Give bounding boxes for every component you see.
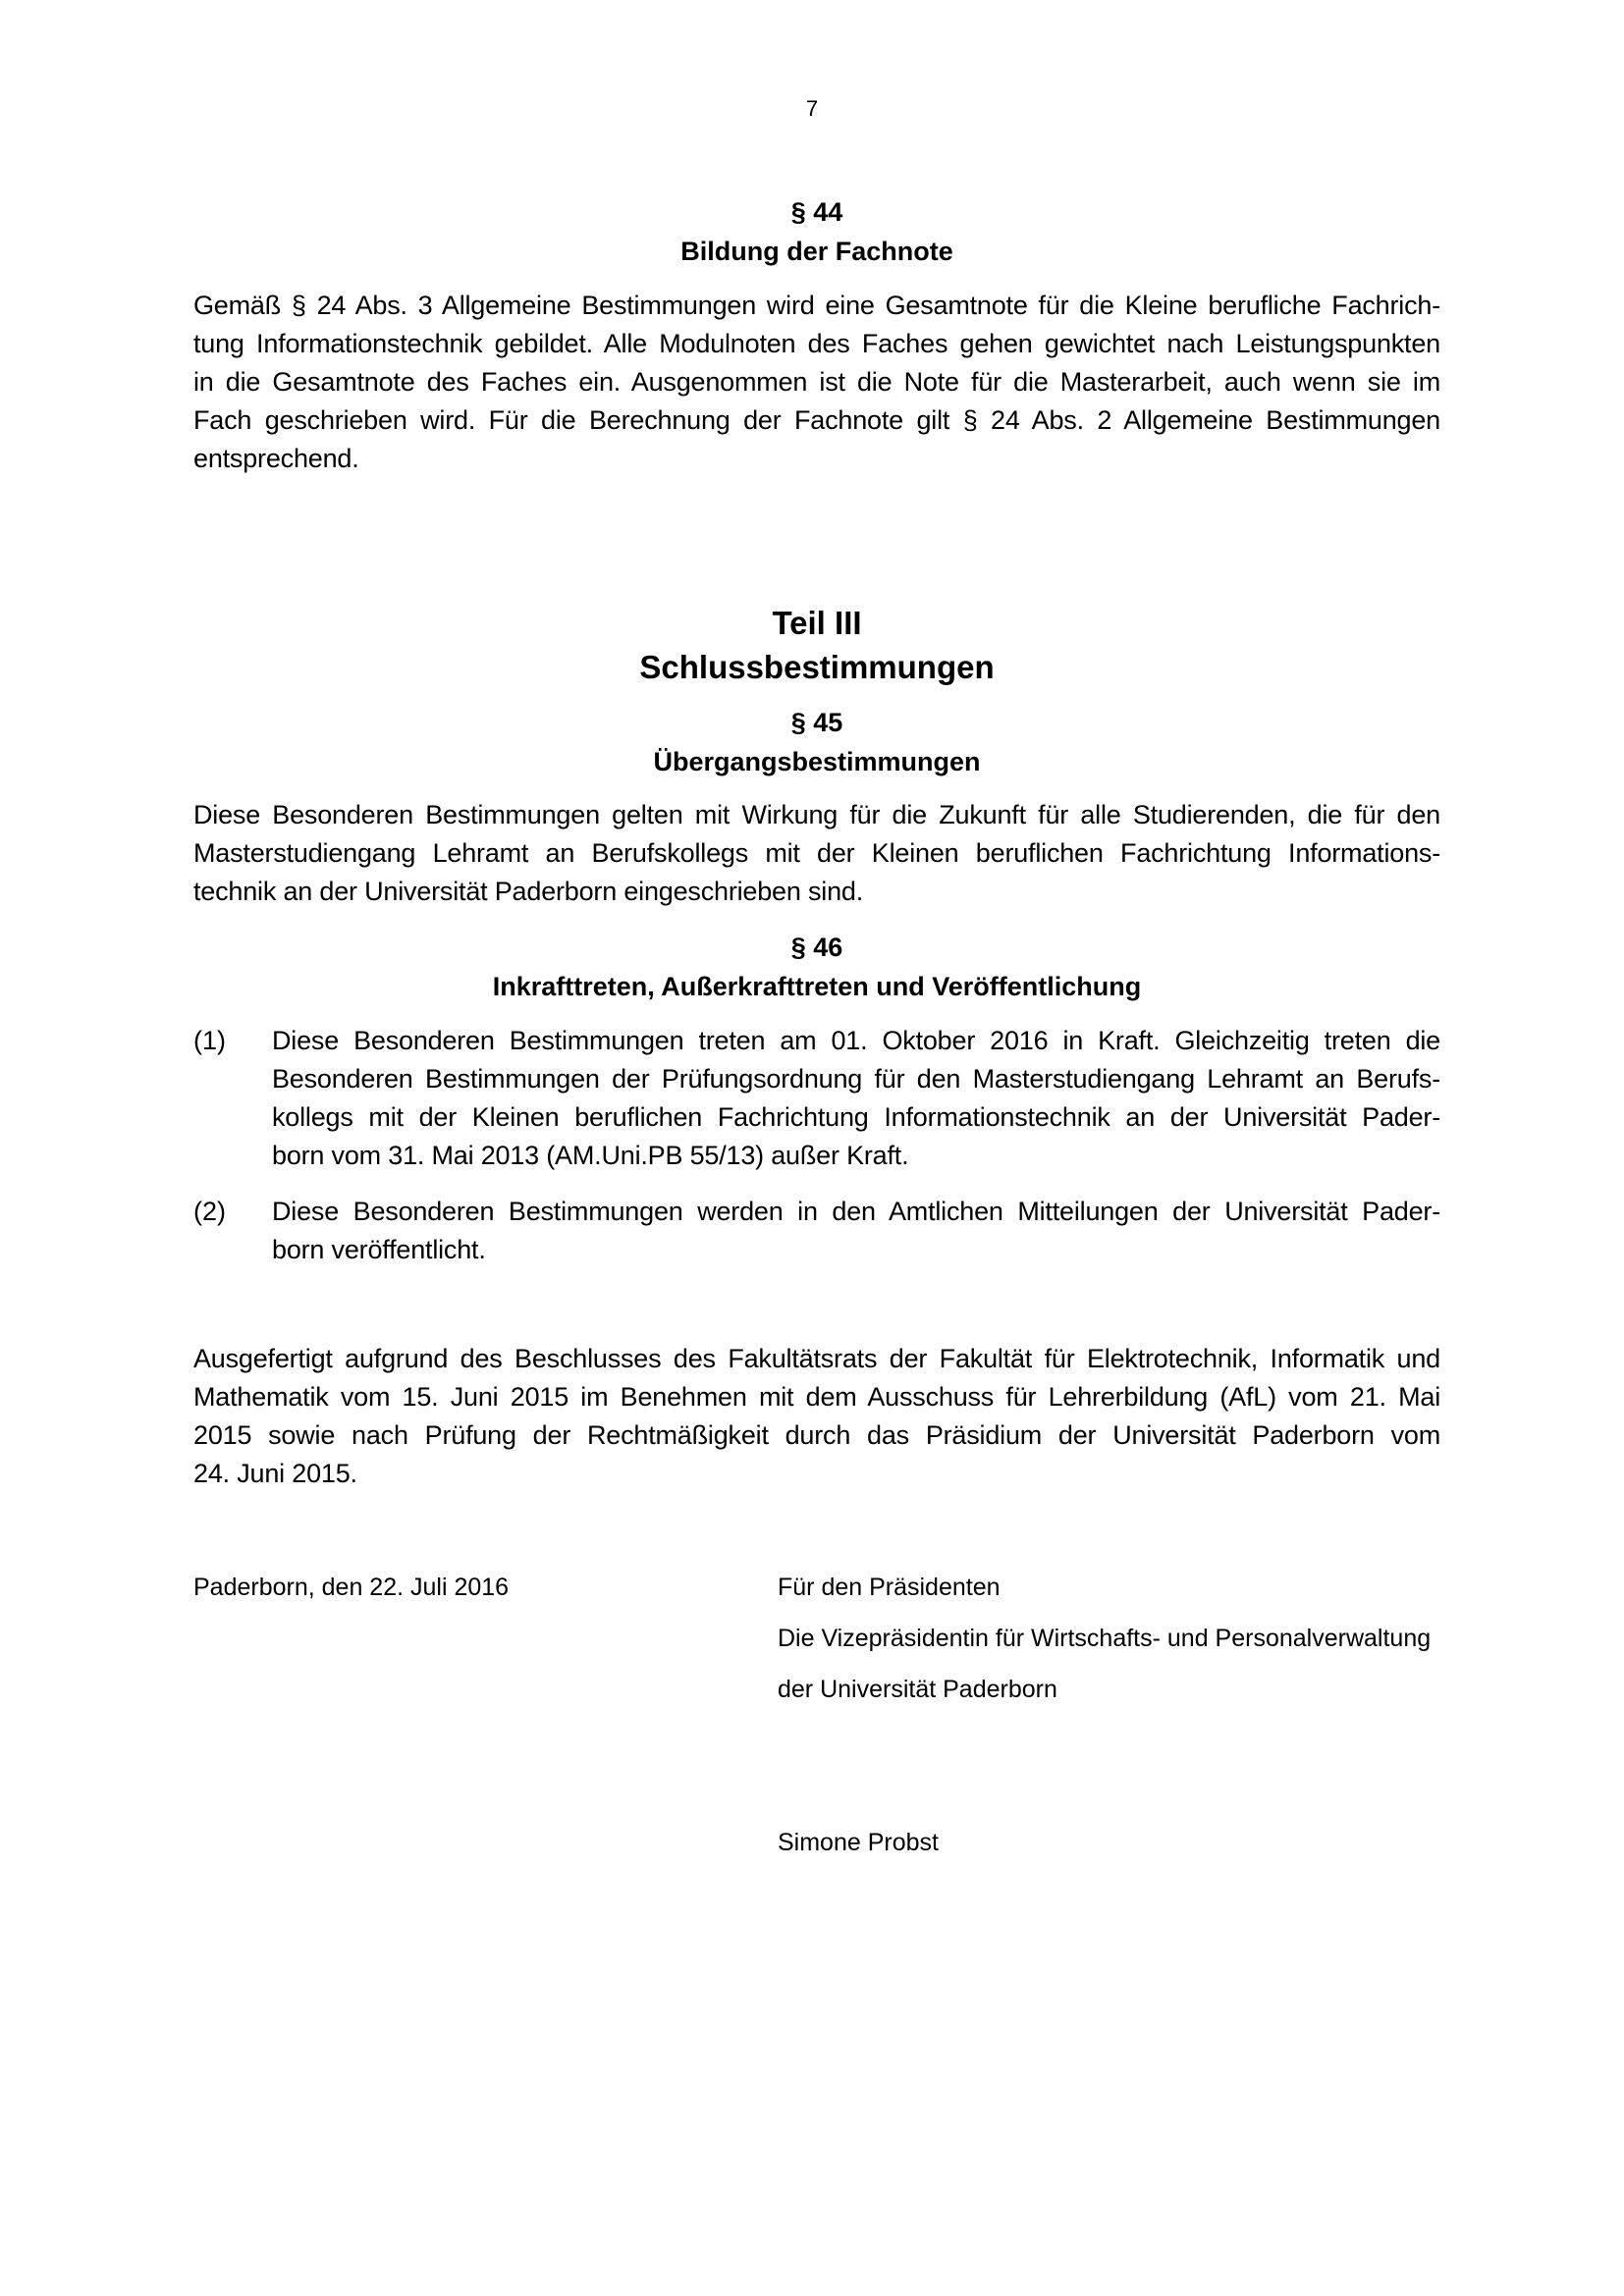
section-46-number: § 46 <box>790 933 843 962</box>
part-3-title: Teil III <box>772 605 862 641</box>
signature-block <box>778 1562 1431 1715</box>
section-44-number: § 44 <box>790 197 843 227</box>
item-line: Besonderen Bestimmungen der Prüfungsordnung für den Masterstudiengang Lehramt an Berufs- <box>272 1064 1440 1094</box>
item-line: born veröffentlicht. <box>272 1235 486 1264</box>
section-46-item-1 <box>193 1022 1440 1175</box>
signature-role-line: Die Vizepräsidentin für Wirtschafts- und Personalverwaltung <box>778 1625 1432 1652</box>
signature-for-line: Für den Präsidenten <box>778 1574 1001 1601</box>
item-line: born vom 31. Mai 2013 (AM.Uni.PB 55/13) außer Kraft. <box>272 1141 909 1170</box>
enactment-line: Ausgefertigt aufgrund des Beschlusses des Fakultätsrats der Fakultät für Elektrotechnik, Informatik und <box>193 1344 1440 1373</box>
section-44-line: in die Gesamtnote des Faches ein. Ausgenommen ist die Note für die Masterarbeit, auch wenn sie im <box>193 367 1440 397</box>
item-line: Diese Besonderen Bestimmungen werden in den Amtlichen Mitteilungen der Universität Pader- <box>272 1197 1440 1226</box>
signature-org-line: der Universität Paderborn <box>778 1676 1057 1703</box>
section-45-heading <box>193 703 1440 781</box>
section-45-line: technik an der Universität Paderborn eingeschrieben sind. <box>193 877 864 906</box>
section-46-title: Inkrafttreten, Außerkrafttreten und Veröffentlichung <box>492 972 1142 1001</box>
item-line: Diese Besonderen Bestimmungen treten am 01. Oktober 2016 in Kraft. Gleichzeitig treten die <box>272 1026 1440 1055</box>
enactment-line: 24. Juni 2015. <box>193 1459 357 1488</box>
section-44-line: tung Informationstechnik gebildet. Alle Modulnoten des Faches gehen gewichtet nach Leistungspunkten <box>193 329 1440 358</box>
item-number: (1) <box>193 1026 226 1055</box>
section-45-title: Übergangsbestimmungen <box>653 747 981 776</box>
section-44-line: Fach geschrieben wird. Für die Berechnung der Fachnote gilt § 24 Abs. 2 Allgemeine Bestimmungen <box>193 405 1440 435</box>
section-44-title: Bildung der Fachnote <box>680 237 953 266</box>
part-3-subtitle: Schlussbestimmungen <box>639 649 995 685</box>
section-46-item-2 <box>193 1193 1440 1269</box>
section-45-number: § 45 <box>790 708 843 737</box>
page-number: 7 <box>805 96 819 121</box>
section-45-body <box>193 796 1440 911</box>
section-44-body <box>193 287 1440 478</box>
place-date: Paderborn, den 22. Juli 2016 <box>193 1574 510 1601</box>
signatory-name: Simone Probst <box>778 1829 939 1856</box>
section-44-heading <box>193 192 1440 271</box>
section-44-line: Gemäß § 24 Abs. 3 Allgemeine Bestimmungen wird eine Gesamtnote für die Kleine berufliche Fachrich- <box>193 291 1440 320</box>
section-45-line: Masterstudiengang Lehramt an Berufskollegs mit der Kleinen beruflichen Fachrichtung Informations- <box>193 838 1440 868</box>
item-line: kollegs mit der Kleinen beruflichen Fachrichtung Informationstechnik an der Universität Pader- <box>272 1102 1440 1132</box>
enactment-line: 2015 sowie nach Prüfung der Rechtmäßigkeit durch das Präsidium der Universität Paderborn vom <box>193 1420 1440 1450</box>
section-46-heading <box>193 928 1440 1006</box>
item-number: (2) <box>193 1197 226 1226</box>
section-44-line: entsprechend. <box>193 444 359 473</box>
enactment-line: Mathematik vom 15. Juni 2015 im Benehmen mit dem Ausschuss für Lehrerbildung (AfL) vom 21. Mai <box>193 1382 1440 1412</box>
section-45-line: Diese Besonderen Bestimmungen gelten mit Wirkung für die Zukunft für alle Studierenden, die für den <box>193 800 1440 829</box>
enactment-paragraph <box>193 1340 1440 1493</box>
part-3-heading <box>193 601 1440 689</box>
